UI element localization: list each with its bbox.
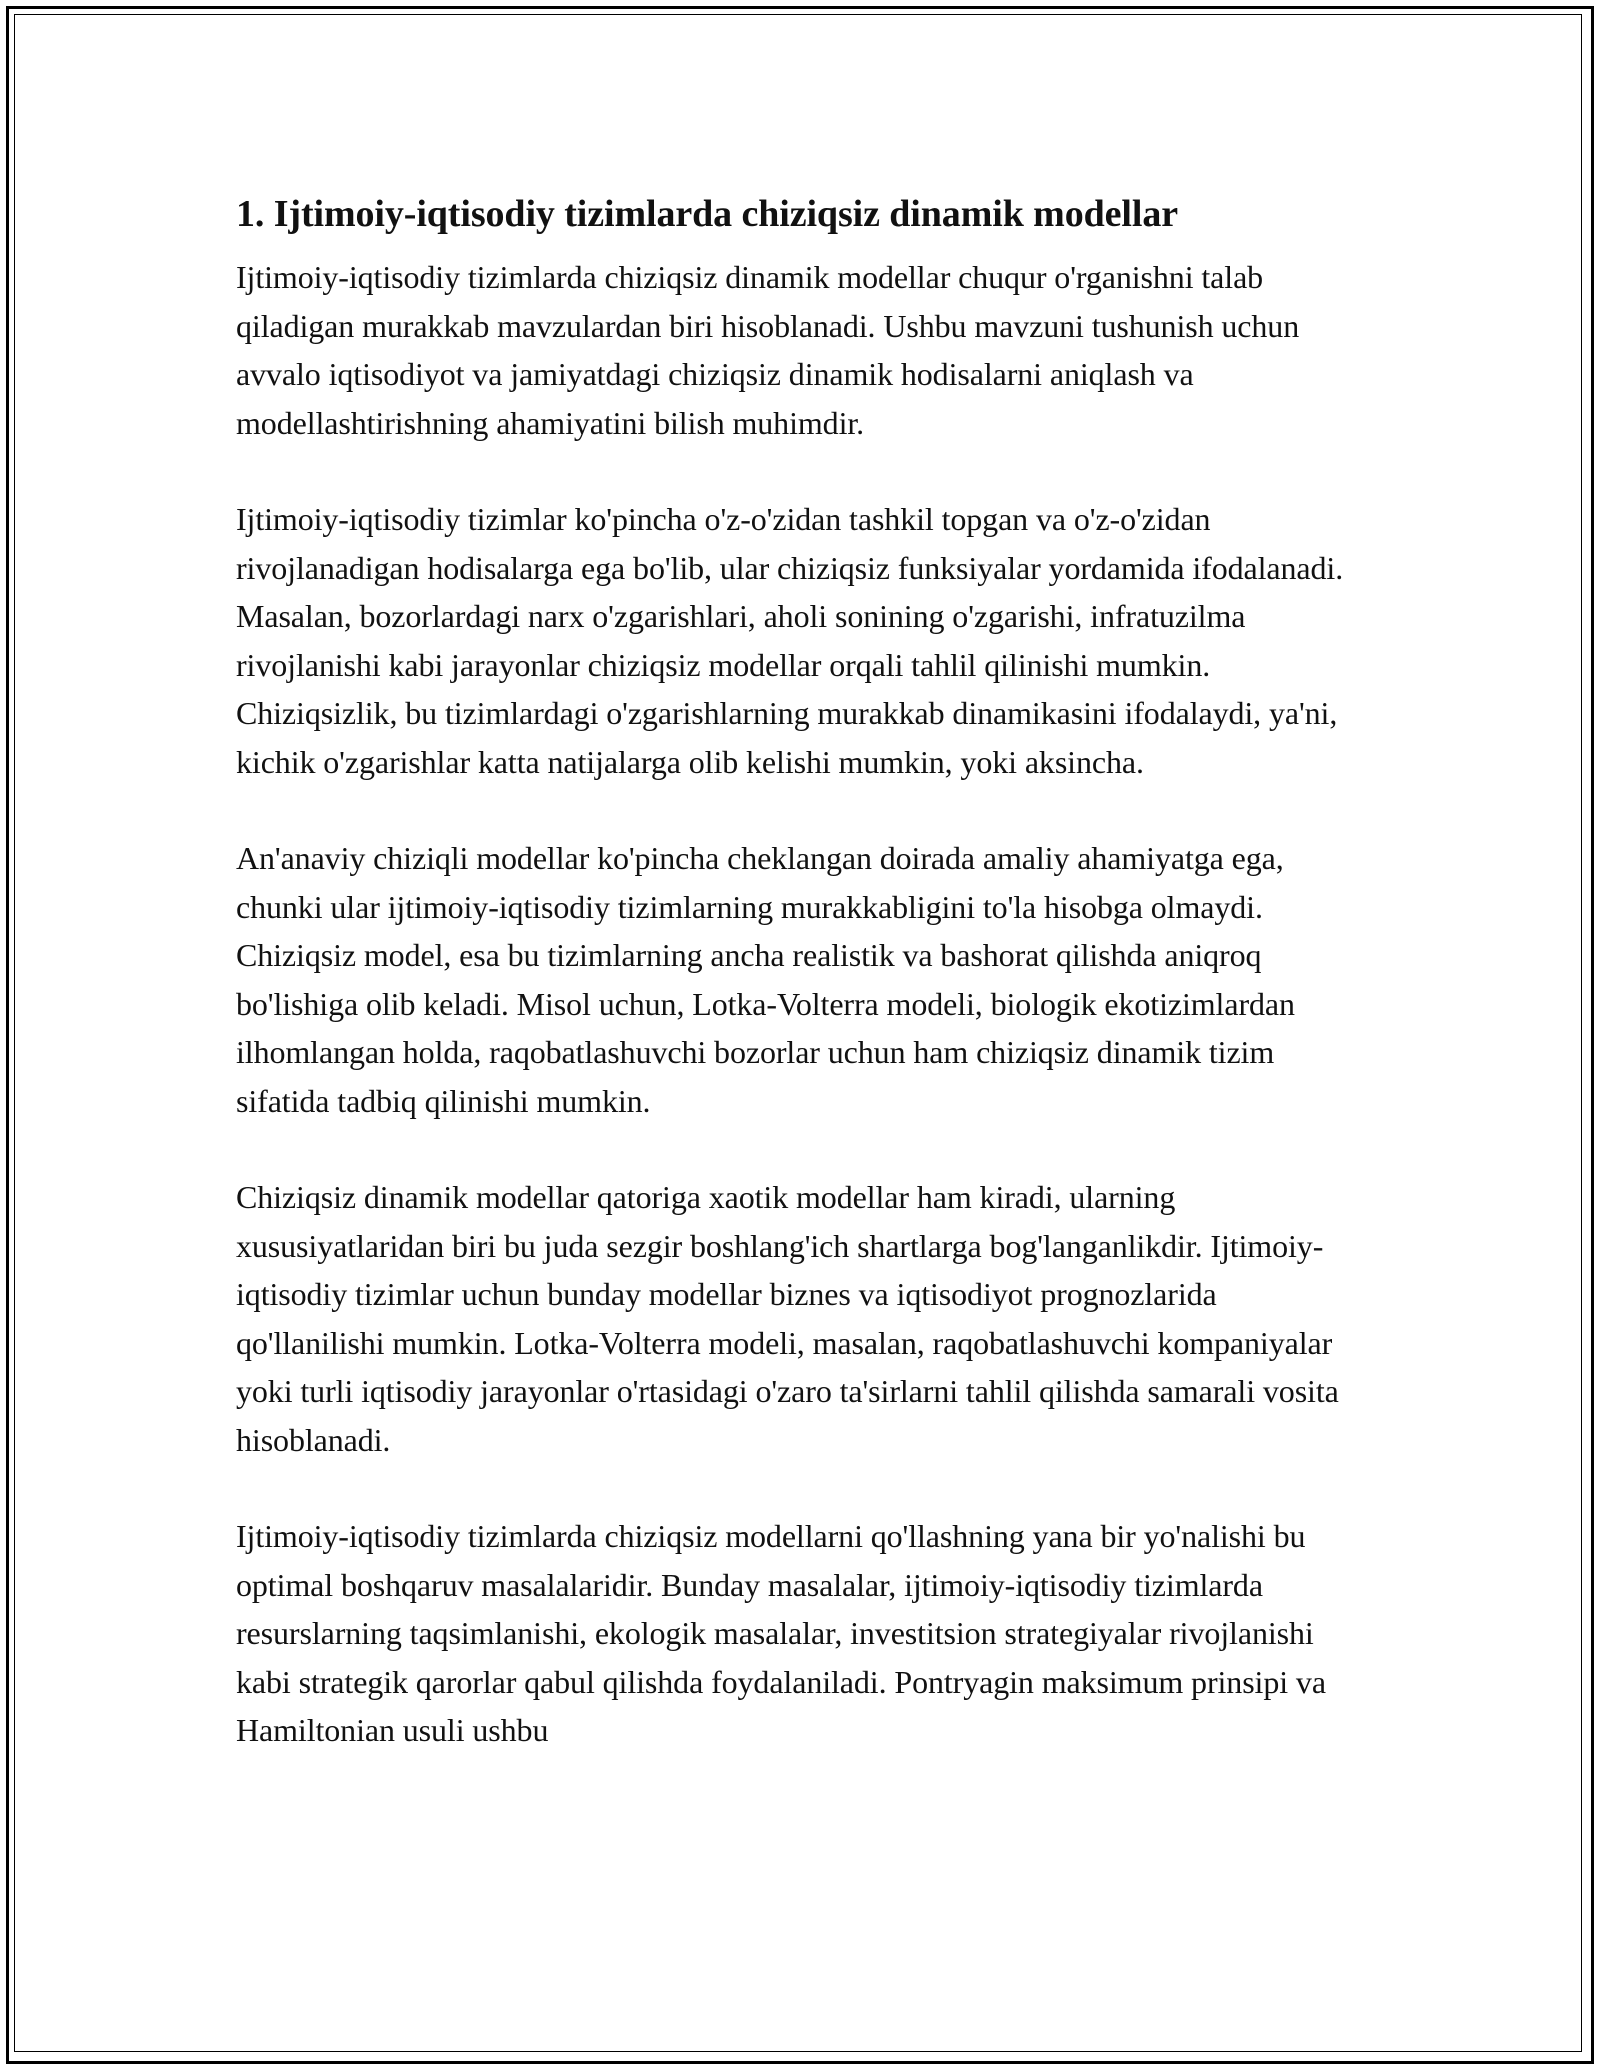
paragraph-2: Ijtimoiy-iqtisodiy tizimlar ko'pincha o'z-o'zidan tashkil topgan va o'z-o'zidan rivojlanadigan hodisalarga ega bo'lib, ular chiziqsiz funksiyalar yordamida ifodalanadi. Masalan, bozorlardagi narx o'zgarishlari, aholi sonining o'zgarishi, infratuzilma rivojlanishi kabi jarayonlar chiziqsiz modellar orqali tahlil qilinishi mumkin. Chiziqsizlik, bu tizimlardagi o'zgarishlarning murakkab dinamikasini ifodalaydi, ya'ni, kichik o'zgarishlar katta natijalarga olib kelishi mumkin, yoki aksincha.: [236, 501, 1344, 780]
paragraph-3: An'anaviy chiziqli modellar ko'pincha cheklangan doirada amaliy ahamiyatga ega, chunki ular ijtimoiy-iqtisodiy tizimlarning murakkabligini to'la hisobga olmaydi. Chiziqsiz model, esa bu tizimlarning ancha realistik va bashorat qilishda aniqroq bo'lishiga olib keladi. Misol uchun, Lotka-Volterra modeli, biologik ekotizimlardan ilhomlangan holda, raqobatlashuvchi bozorlar uchun ham chiziqsiz dinamik tizim sifatida tadbiq qilinishi mumkin.: [236, 840, 1295, 1119]
section-heading: 1. Ijtimoiy-iqtisodiy tizimlarda chiziqsiz dinamik modellar: [236, 193, 1178, 235]
paragraph-1: Ijtimoiy-iqtisodiy tizimlarda chiziqsiz dinamik modellar chuqur o'rganishni talab qiladigan murakkab mavzulardan biri hisoblanadi. Ushbu mavzuni tushunish uchun avvalo iqtisodiyot va jamiyatdagi chiziqsiz dinamik hodisalarni aniqlash va modellashtirishning ahamiyatini bilish muhimdir.: [236, 259, 1300, 441]
paragraph-4: Chiziqsiz dinamik modellar qatoriga xaotik modellar ham kiradi, ularning xususiyatlaridan biri bu juda sezgir boshlang'ich shartlarga bog'langanlikdir. Ijtimoiy-iqtisodiy tizimlar uchun bunday modellar biznes va iqtisodiyot prognozlarida qo'llanilishi mumkin. Lotka-Volterra modeli, masalan, raqobatlashuvchi kompaniyalar yoki turli iqtisodiy jarayonlar o'rtasidagi o'zaro ta'sirlarni tahlil qilishda samarali vosita hisoblanadi.: [236, 1179, 1339, 1458]
document-body: [236, 186, 1364, 1803]
paragraph-5: Ijtimoiy-iqtisodiy tizimlarda chiziqsiz modellarni qo'llashning yana bir yo'nalishi bu optimal boshqaruv masalalaridir. Bunday masalalar, ijtimoiy-iqtisodiy tizimlarda resurslarning taqsimlanishi, ekologik masalalar, investitsion strategiyalar rivojlanishi kabi strategik qarorlar qabul qilishda foydalaniladi. Pontryagin maksimum prinsipi va Hamiltonian usuli ushbu: [236, 1518, 1326, 1748]
